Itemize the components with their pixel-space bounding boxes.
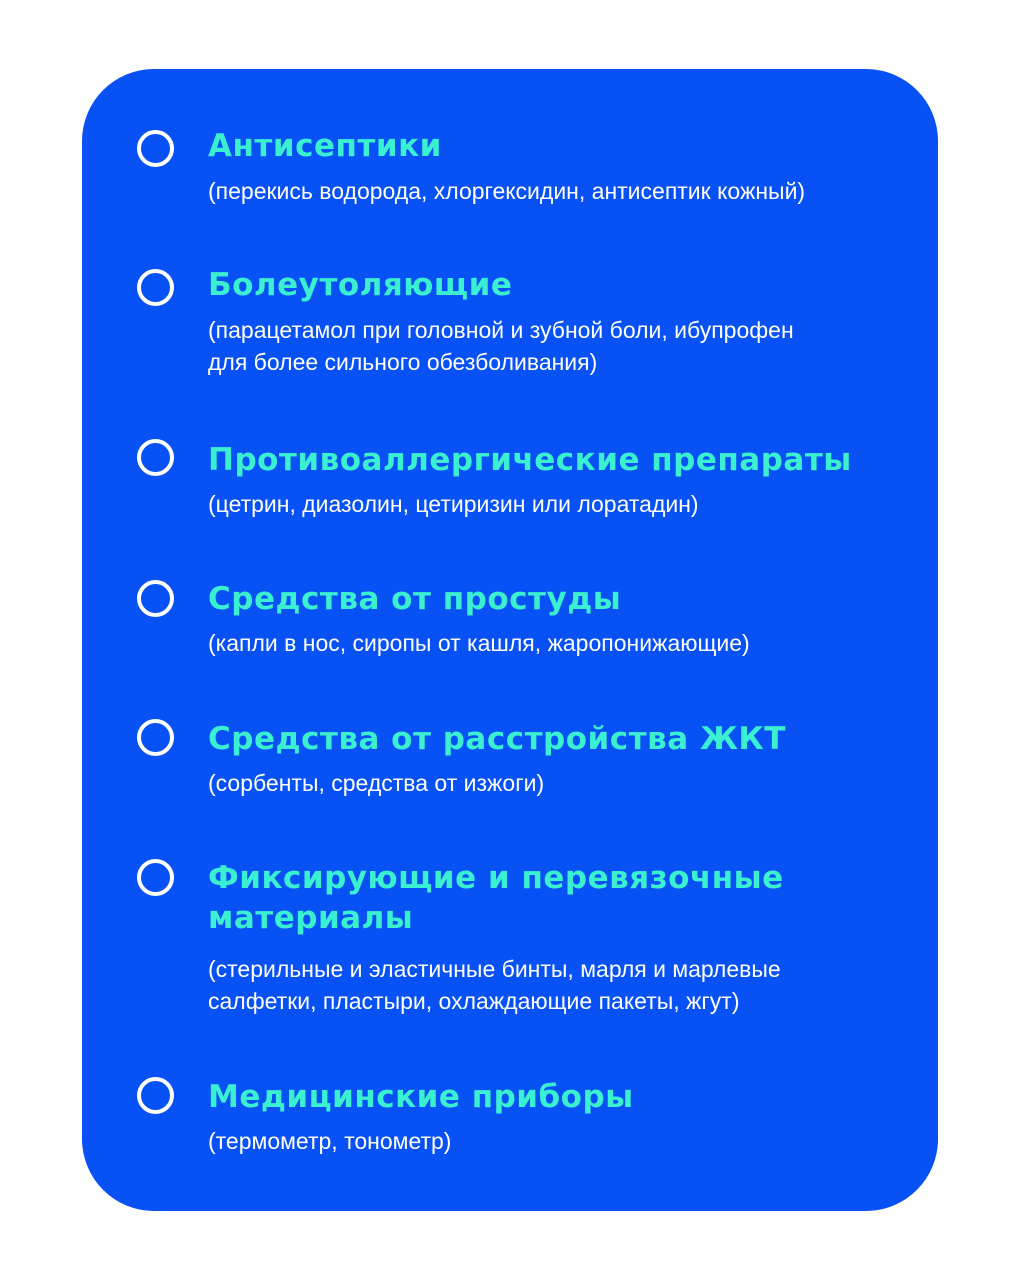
- checkbox-circle[interactable]: [137, 580, 174, 617]
- item-detail-line: (капли в нос, сиропы от кашля, жаропонижающие): [208, 630, 750, 656]
- checkbox-circle[interactable]: [137, 859, 174, 896]
- checkbox-circle[interactable]: [137, 130, 174, 167]
- item-detail-line: (цетрин, диазолин, цетиризин или лоратадин): [208, 491, 699, 517]
- checkbox-circle[interactable]: [137, 719, 174, 756]
- item-title: Противоаллергические препараты: [208, 442, 852, 478]
- item-title: Болеутоляющие: [208, 267, 513, 303]
- item-title: материалы: [208, 900, 414, 936]
- item-detail-line: (сорбенты, средства от изжоги): [208, 770, 545, 796]
- item-title: Антисептики: [208, 128, 442, 164]
- item-detail-line: (термометр, тонометр): [208, 1128, 452, 1154]
- checkbox-circle[interactable]: [137, 269, 174, 306]
- checkbox-circle[interactable]: [137, 439, 174, 476]
- item-detail-line: для более сильного обезболивания): [208, 349, 598, 375]
- item-title: Медицинские приборы: [208, 1079, 634, 1115]
- checklist-card: [82, 69, 938, 1211]
- item-title: Средства от расстройства ЖКТ: [208, 721, 786, 757]
- item-detail-line: (перекись водорода, хлоргексидин, антисептик кожный): [208, 178, 806, 204]
- item-detail-line: (стерильные и эластичные бинты, марля и марлевые: [208, 956, 781, 982]
- checkbox-circle[interactable]: [137, 1077, 174, 1114]
- item-detail-line: (парацетамол при головной и зубной боли, ибупрофен: [208, 317, 794, 343]
- item-detail-line: салфетки, пластыри, охлаждающие пакеты, жгут): [208, 988, 740, 1014]
- item-title: Фиксирующие и перевязочные: [208, 860, 784, 896]
- item-title: Средства от простуды: [208, 581, 622, 617]
